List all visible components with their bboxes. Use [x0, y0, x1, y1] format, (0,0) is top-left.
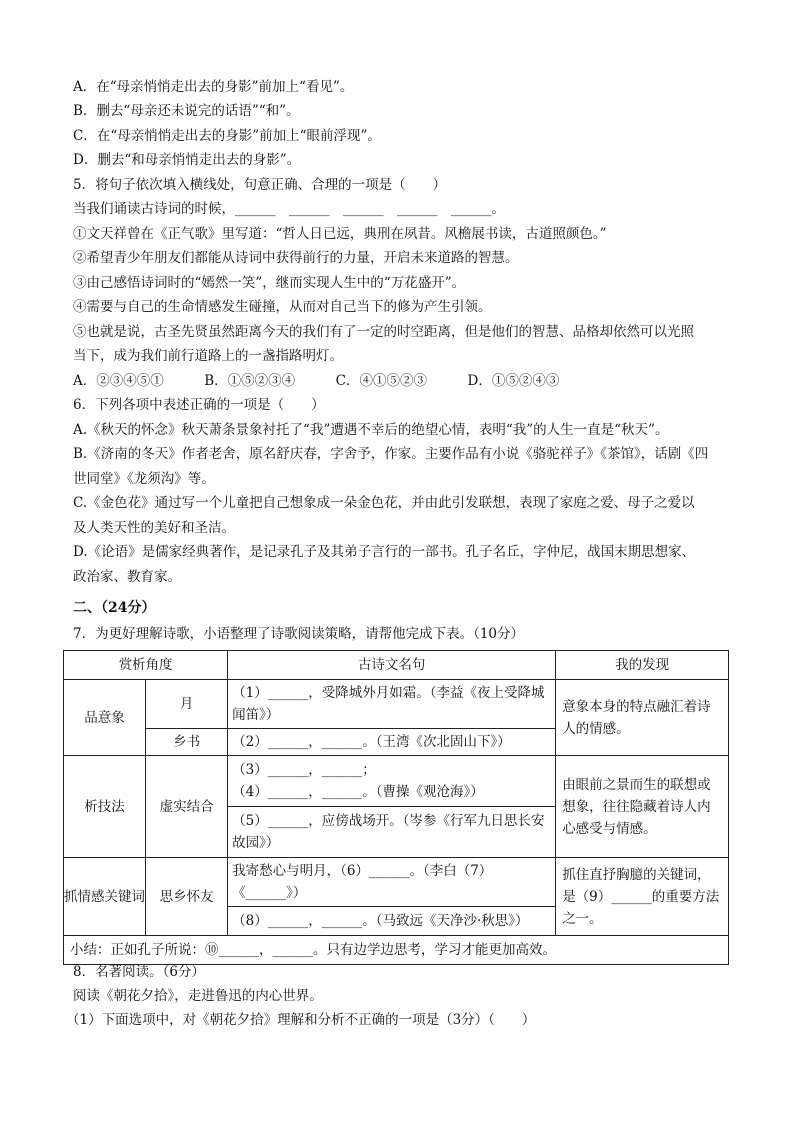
- blank-3-4[interactable]: [228, 756, 556, 807]
- option-c-line: C．在“母亲悄悄走出去的身影”前加上“眼前浮现”。: [73, 128, 381, 144]
- q6-option-c: C.《金色花》通过写一个儿童把自己想象成一朵金色花，并由此引发联想，表现了家庭之爱、母子之爱以: [73, 495, 695, 511]
- note-emotion: 抓住直抒胸臆的关键词，是（9）______的重要方法之一。: [556, 858, 729, 936]
- option-b-line: B．删去“母亲还未说完的话语”“和”。: [73, 103, 300, 119]
- blank-3[interactable]: （3）______，______；: [232, 762, 376, 778]
- q6-option-d-cont: 政治家、教育家。: [73, 569, 181, 585]
- q8-intro: 阅读《朝花夕拾》，走进鲁迅的内心世界。: [73, 988, 323, 1004]
- header-lines: 古诗文名句: [228, 651, 556, 680]
- q5-stem: 当我们诵读古诗词的时候，______ ______ ______ ______ ______。: [73, 201, 505, 217]
- q5-sentence-3: ③由己感悟诗词时的“嫣然一笑”，继而实现人生中的“万花盛开”。: [73, 275, 466, 291]
- blank-2[interactable]: （2）______，______。（王湾《次北固山下》）: [228, 729, 556, 756]
- q6-option-c-cont: 及人类天性的美好和圣洁。: [73, 520, 235, 536]
- q8-sub-1: （1）下面选项中，对《朝花夕拾》理解和分析不正确的一项是（3分）（ ）: [66, 1012, 536, 1028]
- poetry-strategy-table: [63, 650, 729, 965]
- header-findings: 我的发现: [556, 651, 729, 680]
- question-8: 8．名著阅读。（6分）: [73, 964, 205, 980]
- q6-option-d: D.《论语》是儒家经典著作，是记录孔子及其弟子言行的一部书。孔子名丘，字仲尼，战国末期思想家、: [73, 544, 696, 560]
- blank-4[interactable]: （4）______，______。（曹操《观沧海》）: [232, 784, 484, 800]
- option-a-line: A．在“母亲悄悄走出去的身影”前加上“看见”。: [73, 79, 354, 95]
- sub-homesick: 思乡怀友: [146, 858, 228, 936]
- q5-sentence-5-cont: 当下，成为我们前行道路上的一盏指路明灯。: [73, 348, 343, 364]
- q5-sentence-2: ②希望青少年朋友们都能从诗词中获得前行的力量，开启未来道路的智慧。: [73, 250, 519, 266]
- question-6: 6．下列各项中表述正确的一项是（ ）: [73, 397, 325, 413]
- question-7: 7．为更好理解诗歌，小语整理了诗歌阅读策略，请帮他完成下表。（10分）: [73, 626, 525, 642]
- q5-sentence-5: ⑤也就是说，古圣先贤虽然距离今天的我们有了一定的时空距离，但是他们的智慧、品格却依然可以光照: [73, 324, 694, 340]
- note-technique: 由眼前之景而生的联想或想象，往往隐藏着诗人内心感受与情感。: [556, 756, 729, 858]
- blank-1[interactable]: （1）______，受降城外月如霜。（李益《夜上受降城闻笛》）: [228, 680, 556, 729]
- option-d-line: D．删去“和母亲悄悄走出去的身影”。: [73, 152, 301, 168]
- q6-option-b-cont: 世同堂》《龙须沟》等。: [73, 471, 215, 487]
- note-imagery: 意象本身的特点融汇着诗人的情感。: [556, 680, 729, 756]
- sub-moon: 月: [146, 680, 228, 729]
- q5-sentence-4: ④需要与自己的生命情感发生碰撞，从而对自己当下的修为产生引领。: [73, 299, 492, 315]
- header-angle: 赏析角度: [64, 651, 228, 680]
- section-two-heading: 二、（24分）: [73, 600, 156, 616]
- blank-6-7[interactable]: 我寄愁心与明月，（6）______。（李白（7）《______》）: [228, 858, 556, 907]
- cat-imagery: 品意象: [64, 680, 146, 756]
- blank-5[interactable]: （5）______，应傍战场开。（岑参《行军九日思长安故园》）: [228, 807, 556, 858]
- question-5: 5．将句子依次填入横线处，句意正确、合理的一项是（ ）: [73, 177, 447, 193]
- sub-virtual-real: 虚实结合: [146, 756, 228, 858]
- blank-8[interactable]: （8）______，______。（马致远《天净沙·秋思》）: [228, 907, 556, 936]
- q6-option-b: B.《济南的冬天》作者老舍，原名舒庆春，字舍予，作家。主要作品有小说《骆驼祥子》《茶馆》，话剧《四: [73, 446, 709, 462]
- q5-options: A．②③④⑤① B．①⑤②③④ C．④①⑤②③ D．①⑤②④③: [73, 373, 560, 389]
- q6-option-a: A.《秋天的怀念》秋天萧条景象衬托了“我”遭遇不幸后的绝望心情，表明“我”的人生一直是“秋天”。: [73, 422, 669, 438]
- sub-letter: 乡书: [146, 729, 228, 756]
- table-summary[interactable]: 小结：正如孔子所说：⑩______，______。只有边学边思考，学习才能更加高效。: [64, 936, 729, 965]
- cat-technique: 析技法: [64, 756, 146, 858]
- q5-sentence-1: ①文天祥曾在《正气歌》里写道：“哲人日已远，典刑在夙昔。风檐展书读，古道照颜色。”: [73, 226, 607, 242]
- cat-emotion: 抓情感关键词: [64, 858, 146, 936]
